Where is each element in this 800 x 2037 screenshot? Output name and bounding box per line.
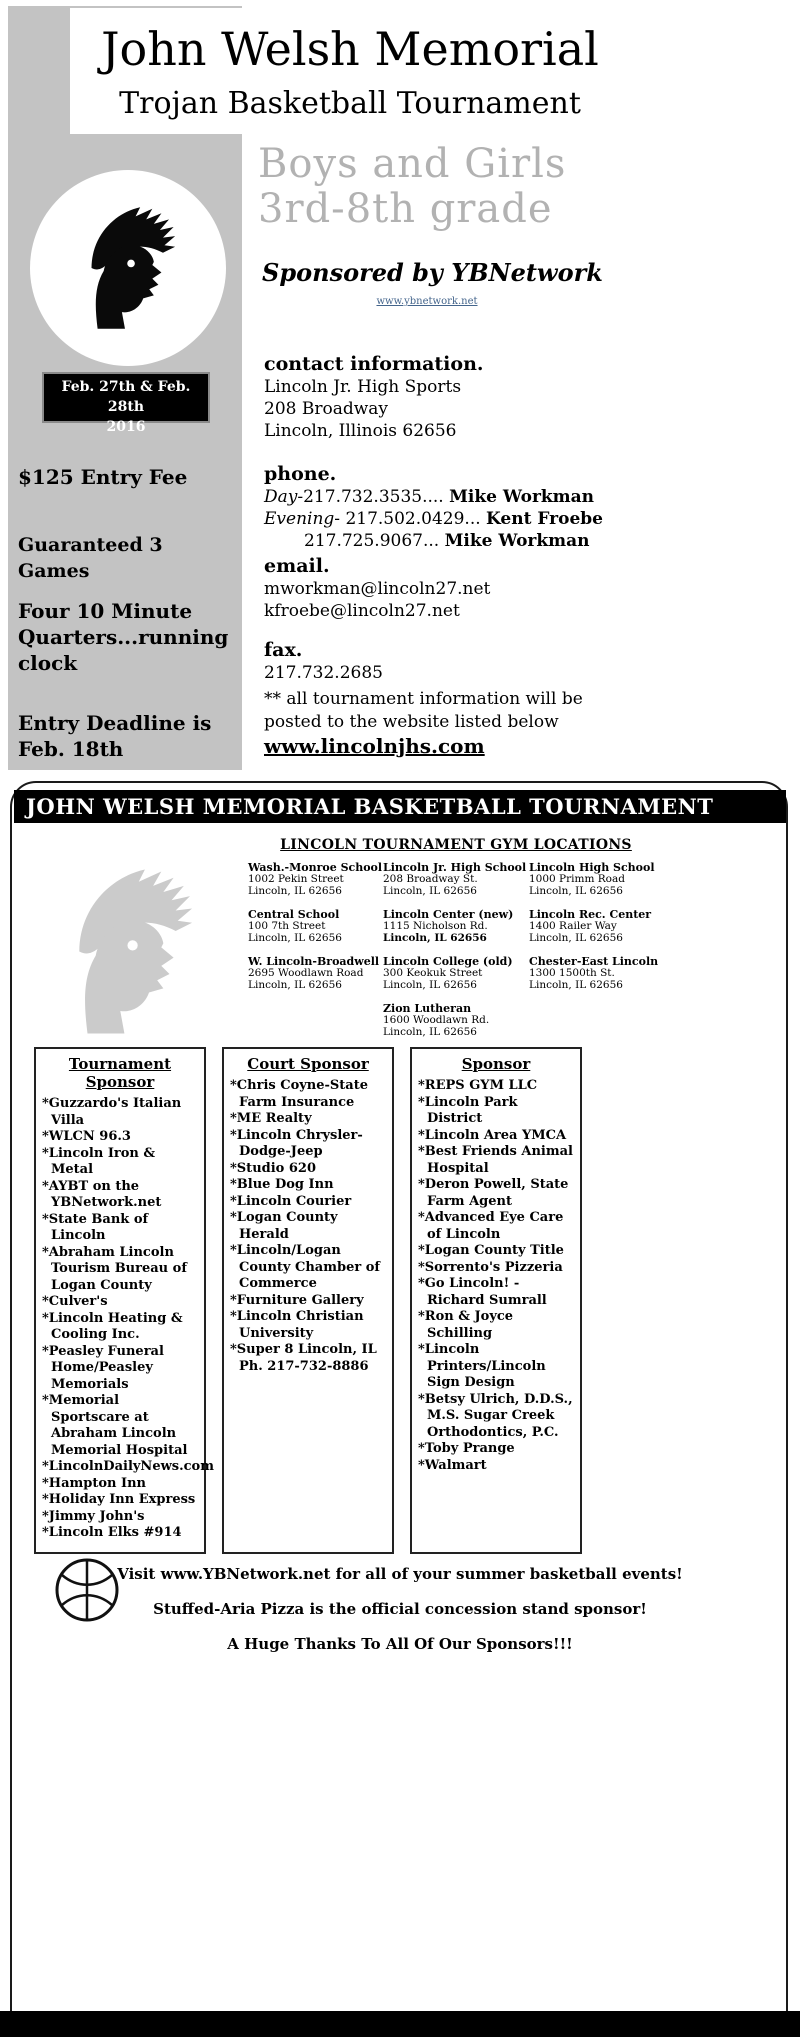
sponsor-item: *Deron Powell, State Farm Agent xyxy=(418,1177,569,1209)
page-subtitle: Trojan Basketball Tournament xyxy=(119,86,581,121)
gym-city: Lincoln, IL 62656 xyxy=(248,978,342,991)
sponsor-list xyxy=(230,1078,386,1375)
email-address: kfroebe@lincoln27.net xyxy=(264,601,460,621)
sponsor-item: *Logan County Herald xyxy=(230,1210,338,1242)
sponsor-list xyxy=(42,1096,214,1542)
date-line1: Feb. 27th & Feb. 28th xyxy=(61,379,191,415)
gym-address: 1300 1500th St. xyxy=(529,967,615,979)
email-heading: email. xyxy=(264,555,330,577)
page2-header-bar: JOHN WELSH MEMORIAL BASKETBALL TOURNAMENT xyxy=(14,790,786,823)
sponsor-box-general xyxy=(410,1047,582,1554)
sponsor-item: *Lincoln Christian University xyxy=(230,1309,364,1341)
email-address: mworkman@lincoln27.net xyxy=(264,579,491,599)
phone-day-number: -217.732.3535.... xyxy=(297,487,450,507)
sponsor-box-heading: Tournament Sponsor xyxy=(68,1055,172,1091)
sponsor-item: *Lincoln Park District xyxy=(418,1094,518,1126)
phone-evening-line xyxy=(264,508,603,530)
title-block xyxy=(70,8,630,134)
gym-city: Lincoln, IL 62656 xyxy=(383,884,477,897)
sponsor-item: *Toby Prange xyxy=(418,1441,515,1456)
date-line2: 2016 xyxy=(106,419,146,435)
contact-info-block xyxy=(264,352,484,442)
gym-address: 1400 Railer Way xyxy=(529,920,617,932)
tournament-website-link[interactable]: www.lincolnjhs.com xyxy=(264,734,485,758)
sponsor-item: *Abraham Lincoln Tourism Bureau of Logan County xyxy=(42,1244,187,1293)
gym-address: 1600 Woodlawn Rd. xyxy=(383,1014,490,1026)
sponsor-item: *Walmart xyxy=(418,1457,487,1473)
sponsor-item: *Holiday Inn Express xyxy=(42,1492,196,1507)
gym-name: Chester-East Lincoln xyxy=(529,955,659,968)
entry-deadline-text: Entry Deadline is Feb. 18th xyxy=(18,711,212,761)
gym-city: Lincoln, IL 62656 xyxy=(248,884,342,897)
gym-location xyxy=(248,908,383,944)
gym-location xyxy=(248,861,383,897)
gym-address: 2695 Woodlawn Road xyxy=(248,967,364,979)
sponsor-list xyxy=(418,1078,574,1474)
phone-evening-number: - 217.502.0429... xyxy=(334,509,487,529)
gym-city: Lincoln, IL 62656 xyxy=(383,931,487,944)
gym-name: Lincoln Jr. High School xyxy=(383,861,527,874)
sponsor-item: *Lincoln Courier xyxy=(230,1193,352,1209)
trojan-logo-circle xyxy=(30,170,226,366)
sponsor-boxes xyxy=(34,1047,582,1554)
phone-day-label: Day xyxy=(264,487,298,507)
sponsor-item: *Hampton Inn xyxy=(42,1475,146,1491)
sponsor-item: *Jimmy John's xyxy=(42,1508,145,1524)
quarters-text: Four 10 Minute Quarters...running clock xyxy=(18,599,229,675)
gym-name: Central School xyxy=(248,908,340,921)
contact-heading: contact information. xyxy=(264,353,484,375)
sponsor-item: *Lincoln Printers/Lincoln Sign Design xyxy=(418,1342,546,1390)
gym-address: 1000 Primm Road xyxy=(529,873,625,885)
sponsor-item: *Studio 620 xyxy=(230,1160,317,1176)
gym-name: Lincoln Rec. Center xyxy=(529,908,652,921)
sponsor-item: *Lincoln Heating & Cooling Inc. xyxy=(42,1310,183,1342)
page-title: John Welsh Memorial xyxy=(101,22,599,76)
sponsor-item: *WLCN 96.3 xyxy=(42,1129,131,1144)
gym-column-3 xyxy=(529,861,679,1049)
phone-day-line xyxy=(264,486,603,508)
grade-line1: Boys and Girls xyxy=(258,141,567,187)
fax-block xyxy=(264,638,383,684)
tournament-info-note: ** all tournament information will be posted to the website listed below xyxy=(264,689,583,732)
sponsor-item: *State Bank of Lincoln xyxy=(42,1211,149,1243)
grade-range-text xyxy=(258,142,566,232)
gym-address: 208 Broadway St. xyxy=(383,873,478,885)
sponsor-item: *Advanced Eye Care of Lincoln xyxy=(418,1210,564,1242)
page-bottom-bar xyxy=(0,2011,800,2037)
gym-address: 1002 Pekin Street xyxy=(248,873,344,885)
gym-address: 300 Keokuk Street xyxy=(383,967,483,979)
flyer-page-2 xyxy=(0,777,800,2037)
phone-evening-label: Evening xyxy=(264,509,335,529)
sponsor-item: *Sorrento's Pizzeria xyxy=(418,1259,563,1275)
contact-line: 208 Broadway xyxy=(264,399,389,419)
sponsor-item: *Lincoln Iron & Metal xyxy=(42,1145,156,1177)
sponsor-item: *AYBT on the YBNetwork.net xyxy=(42,1178,162,1210)
trojan-head-icon xyxy=(52,192,204,344)
contact-line: Lincoln Jr. High Sports xyxy=(264,377,462,397)
gym-column-2 xyxy=(383,861,529,1049)
gym-location xyxy=(383,908,529,944)
phone-evening-contact: Kent Froebe xyxy=(486,509,603,529)
gym-location xyxy=(383,955,529,991)
gym-location xyxy=(529,861,679,897)
gym-location xyxy=(383,861,529,897)
gym-address: 100 7th Street xyxy=(248,920,326,932)
gym-location xyxy=(529,908,679,944)
phone-third-line xyxy=(264,530,603,552)
sponsor-item: *REPS GYM LLC xyxy=(418,1078,538,1093)
sponsor-item: *Memorial Sportscare at Abraham Lincoln Memorial Hospital xyxy=(42,1393,188,1458)
grade-line2: 3rd-8th grade xyxy=(258,186,553,232)
footer-ybnetwork-text: Visit www.YBNetwork.net for all of your summer basketball events! xyxy=(117,1565,683,1583)
gym-city: Lincoln, IL 62656 xyxy=(529,931,623,944)
sponsor-item: *Super 8 Lincoln, IL Ph. 217-732-8886 xyxy=(230,1342,377,1374)
gym-name: Lincoln College (old) xyxy=(383,955,513,968)
sponsor-item: *Furniture Gallery xyxy=(230,1292,364,1308)
phone-block xyxy=(264,462,603,552)
gym-address: 1115 Nicholson Rd. xyxy=(383,920,488,932)
gym-location xyxy=(383,1002,529,1038)
flyer-page-1 xyxy=(0,0,800,777)
gym-name: W. Lincoln-Broadwell xyxy=(248,955,380,968)
sponsor-item: *Peasley Funeral Home/Peasley Memorials xyxy=(42,1343,164,1392)
sponsor-item: *LincolnDailyNews.com xyxy=(42,1459,214,1474)
gym-location xyxy=(248,955,383,991)
phone-day-contact: Mike Workman xyxy=(449,487,595,507)
sponsor-item: *Logan County Title xyxy=(418,1243,564,1258)
contact-line: Lincoln, Illinois 62656 xyxy=(264,421,457,441)
gym-location xyxy=(529,955,679,991)
gym-name: Lincoln High School xyxy=(529,861,655,874)
gym-column-1 xyxy=(248,861,383,1049)
trojan-watermark-icon xyxy=(26,849,231,1054)
gym-locations-heading: LINCOLN TOURNAMENT GYM LOCATIONS xyxy=(280,837,632,853)
gym-locations xyxy=(248,861,679,1049)
guaranteed-games-text: Guaranteed 3 Games xyxy=(18,534,163,582)
gym-city: Lincoln, IL 62656 xyxy=(383,1025,477,1038)
sponsor-box-tournament xyxy=(34,1047,214,1554)
gym-city: Lincoln, IL 62656 xyxy=(529,978,623,991)
email-block xyxy=(264,554,490,622)
phone-third-number: 217.725.9067... xyxy=(304,531,445,551)
phone-third-contact: Mike Workman xyxy=(444,531,590,551)
phone-heading: phone. xyxy=(264,463,337,485)
gym-city: Lincoln, IL 62656 xyxy=(529,884,623,897)
sponsor-item: *Chris Coyne-State Farm Insurance xyxy=(230,1078,369,1110)
footer-thanks-text: A Huge Thanks To All Of Our Sponsors!!! xyxy=(227,1635,573,1653)
sponsor-item: *Lincoln/Logan County Chamber of Commerce xyxy=(230,1243,380,1291)
sponsor-item: *Culver's xyxy=(42,1294,108,1309)
sponsor-item: *Best Friends Animal Hospital xyxy=(418,1144,573,1176)
sponsor-item: *Betsy Ulrich, D.D.S., M.S. Sugar Creek Orthodontics, P.C. xyxy=(418,1391,573,1440)
sponsor-box-heading: Court Sponsor xyxy=(247,1055,369,1073)
fax-number: 217.732.2685 xyxy=(264,663,383,683)
footer-concession-text: Stuffed-Aria Pizza is the official concession stand sponsor! xyxy=(153,1600,647,1618)
sponsor-item: *ME Realty xyxy=(230,1111,312,1126)
gym-city: Lincoln, IL 62656 xyxy=(248,931,342,944)
sponsored-by-text: Sponsored by YBNetwork xyxy=(262,258,603,287)
sponsor-item: *Lincoln Elks #914 xyxy=(42,1525,182,1540)
sponsor-item: *Lincoln Area YMCA xyxy=(418,1127,567,1143)
sponsor-item: *Guzzardo's Italian Villa xyxy=(42,1096,182,1128)
gym-name: Zion Lutheran xyxy=(383,1002,472,1015)
fax-heading: fax. xyxy=(264,639,303,661)
sponsor-item: *Lincoln Chrysler-Dodge-Jeep xyxy=(230,1127,363,1159)
sponsor-box-heading: Sponsor xyxy=(461,1055,531,1073)
gym-name: Lincoln Center (new) xyxy=(383,908,514,921)
ybnetwork-link[interactable]: www.ybnetwork.net xyxy=(376,296,478,307)
gym-city: Lincoln, IL 62656 xyxy=(383,978,477,991)
sponsor-item: *Blue Dog Inn xyxy=(230,1177,334,1192)
entry-fee-text: $125 Entry Fee xyxy=(18,465,188,489)
sponsor-item: *Go Lincoln! - Richard Sumrall xyxy=(418,1276,547,1308)
sponsor-box-court xyxy=(222,1047,394,1554)
gym-name: Wash.-Monroe School xyxy=(248,861,383,874)
tournament-date-box xyxy=(42,372,210,435)
sponsor-item: *Ron & Joyce Schilling xyxy=(418,1309,514,1341)
